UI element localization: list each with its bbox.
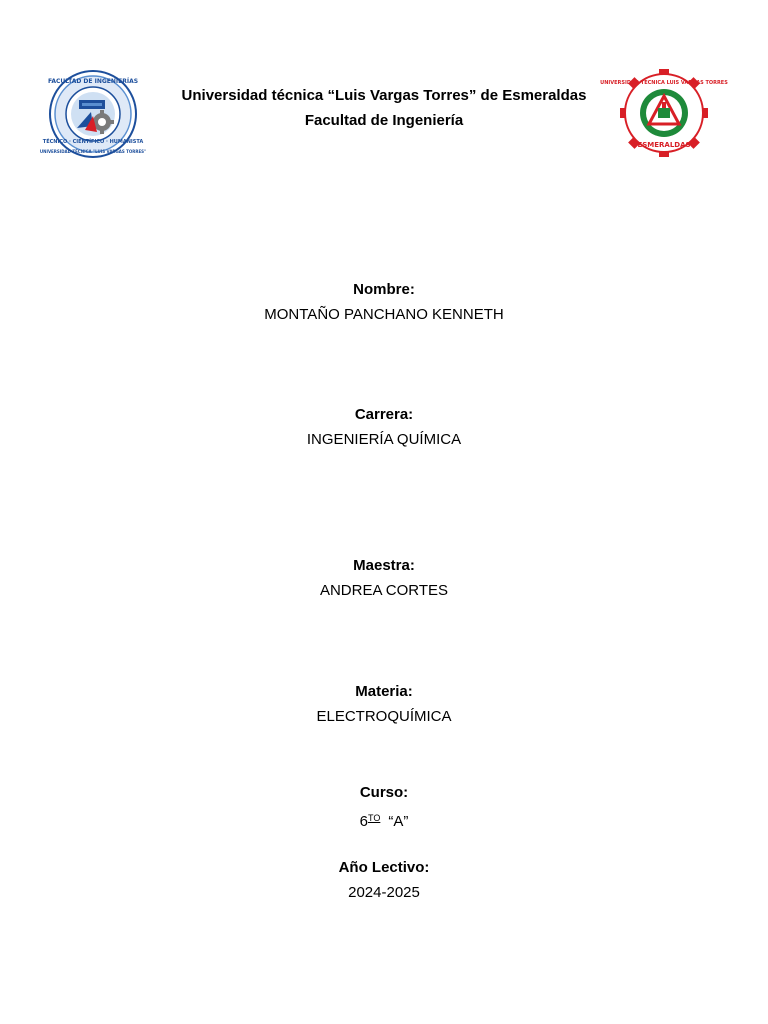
- field-label-materia: Materia:: [355, 683, 413, 700]
- field-value-carrera: INGENIERÍA QUÍMICA: [306, 431, 462, 448]
- field-label-curso: Curso:: [359, 784, 409, 801]
- field-label-maestra: Maestra:: [353, 557, 415, 574]
- field-anio-lectivo: [0, 859, 768, 902]
- university-seal-logo: [600, 68, 728, 158]
- field-carrera: [0, 406, 768, 449]
- field-label-anio-lectivo: Año Lectivo:: [338, 859, 430, 876]
- field-value-materia: ELECTROQUÍMICA: [316, 708, 452, 725]
- faculty-subtitle: Facultad de Ingeniería: [304, 112, 464, 129]
- curso-ordinal-suffix: TO: [368, 813, 381, 823]
- field-nombre: [0, 281, 768, 324]
- field-label-carrera: Carrera:: [354, 406, 414, 423]
- field-maestra: [0, 557, 768, 600]
- field-value-curso: [0, 809, 768, 830]
- seal-logo-text-bottom: ESMERALDAS: [637, 141, 691, 149]
- faculty-logo-text-bottom: UNIVERSIDAD TÉCNICA "LUIS VARGAS TORRES": [39, 149, 147, 154]
- faculty-logo-text-top: FACULTAD DE INGENIERÍAS: [47, 78, 139, 85]
- field-label-nombre: Nombre:: [353, 281, 415, 298]
- curso-section: “A”: [388, 813, 409, 830]
- field-value-nombre: MONTAÑO PANCHANO KENNETH: [264, 306, 504, 323]
- field-materia: [0, 683, 768, 726]
- seal-logo-text-ring: UNIVERSIDAD TECNICA LUIS VARGAS TORRES: [600, 80, 728, 86]
- field-curso: [0, 784, 768, 830]
- curso-number: 6: [359, 813, 368, 830]
- field-value-maestra: ANDREA CORTES: [319, 582, 449, 599]
- university-title: Universidad técnica “Luis Vargas Torres” de Esmeraldas: [181, 87, 587, 104]
- faculty-logo-text-ring: TÉCNICO · CIENTÍFICO · HUMANISTA: [42, 139, 144, 145]
- field-value-anio-lectivo: 2024-2025: [348, 884, 420, 901]
